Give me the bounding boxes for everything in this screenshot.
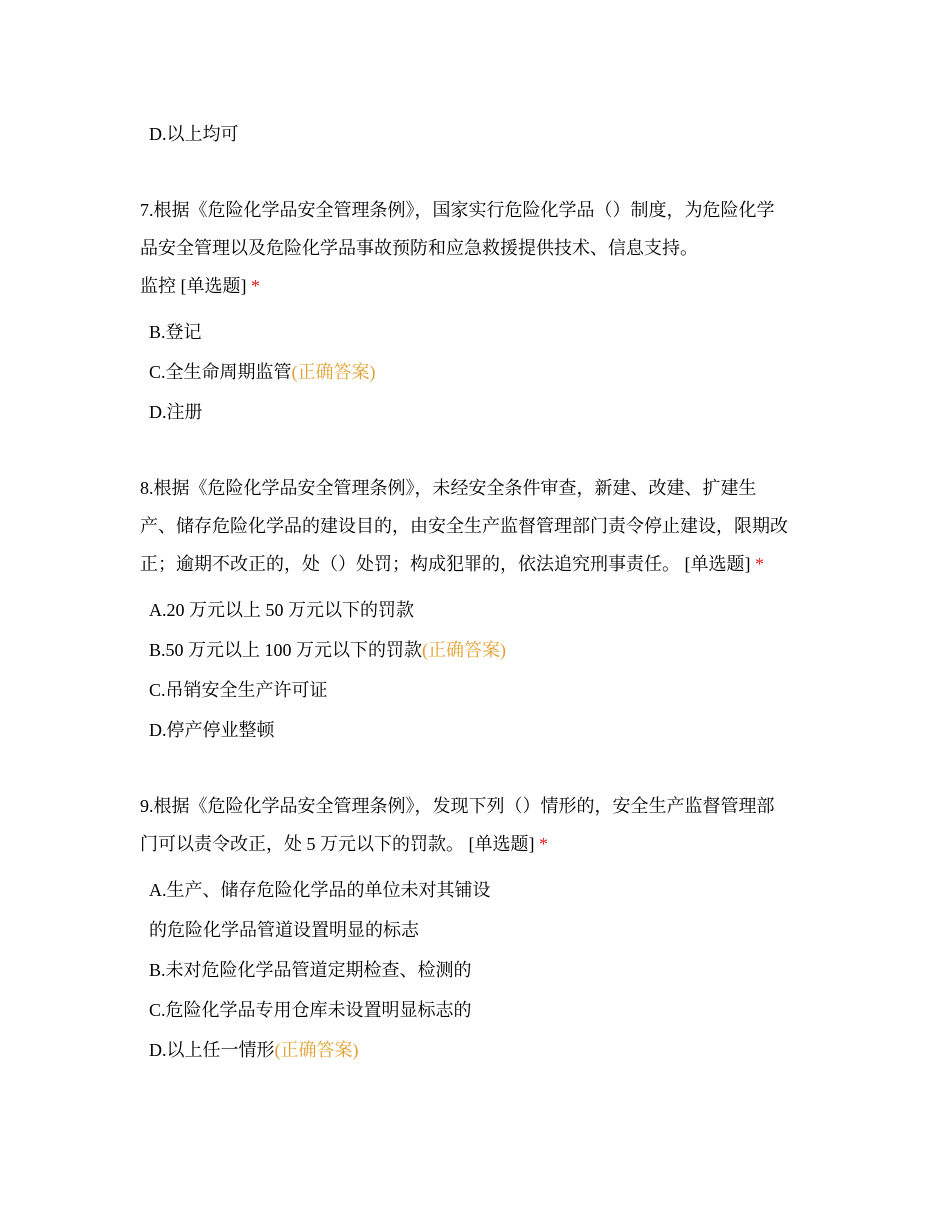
q8-option-d (149, 718, 275, 742)
correct-answer-mark: (正确答案) (274, 1040, 359, 1060)
q7-option-b (149, 320, 202, 344)
q9-option-b (149, 958, 472, 982)
q8-option-a (149, 598, 414, 622)
option-label: A.20 万元以上 50 万元以下的罚款 (149, 600, 414, 620)
correct-answer-mark: (正确答案) (422, 640, 507, 660)
option-label: C.全生命周期监管 (149, 362, 292, 382)
q6-option-d (149, 122, 239, 146)
q9-option-c (149, 998, 472, 1022)
option-label: 的危险化学品管道设置明显的标志 (149, 920, 419, 940)
q9-option-d (149, 1038, 359, 1062)
q9-question-line-2 (140, 832, 548, 856)
option-label: B.50 万元以上 100 万元以下的罚款 (149, 640, 423, 660)
required-star: * (755, 554, 764, 574)
q8-option-c (149, 678, 328, 702)
option-label: A.生产、储存危险化学品的单位未对其铺设 (149, 880, 491, 900)
required-star: * (539, 834, 548, 854)
question-text: 正；逾期不改正的，处（）处罚；构成犯罪的，依法追究刑事责任。 [单选题] (140, 554, 751, 574)
q9-question-line-1: 9.根据《危险化学品安全管理条例》，发现下列（）情形的，安全生产监督管理部 (140, 796, 775, 816)
option-label: D.以上任一情形 (149, 1040, 275, 1060)
option-label: C.危险化学品专用仓库未设置明显标志的 (149, 1000, 472, 1020)
question-text: 监控 [单选题] (140, 276, 247, 296)
option-label: D.注册 (149, 402, 203, 422)
required-star: * (251, 276, 260, 296)
q7-question-line-1: 7.根据《危险化学品安全管理条例》，国家实行危险化学品（）制度，为危险化学 (140, 200, 775, 220)
q7-question-line-3 (140, 274, 260, 298)
q7-option-c (149, 360, 376, 384)
option-label: B.登记 (149, 322, 202, 342)
q7-option-d (149, 400, 203, 424)
correct-answer-mark: (正确答案) (291, 362, 376, 382)
q8-question-line-1: 8.根据《危险化学品安全管理条例》，未经安全条件审查，新建、改建、扩建生 (140, 478, 757, 498)
question-text: 门可以责令改正，处 5 万元以下的罚款。 [单选题] (140, 834, 535, 854)
option-label: B.未对危险化学品管道定期检查、检测的 (149, 960, 472, 980)
q9-option-a-continued (149, 918, 419, 942)
option-label: C.吊销安全生产许可证 (149, 680, 328, 700)
q8-question-line-2: 产、储存危险化学品的建设目的，由安全生产监督管理部门责令停止建设，限期改 (140, 516, 788, 536)
q9-option-a (149, 878, 491, 902)
option-label: D.停产停业整顿 (149, 720, 275, 740)
q8-option-b (149, 638, 506, 662)
q8-question-line-3 (140, 552, 764, 576)
q7-question-line-2: 品安全管理以及危险化学品事故预防和应急救援提供技术、信息支持。 (140, 238, 698, 258)
option-label: D.以上均可 (149, 124, 239, 144)
